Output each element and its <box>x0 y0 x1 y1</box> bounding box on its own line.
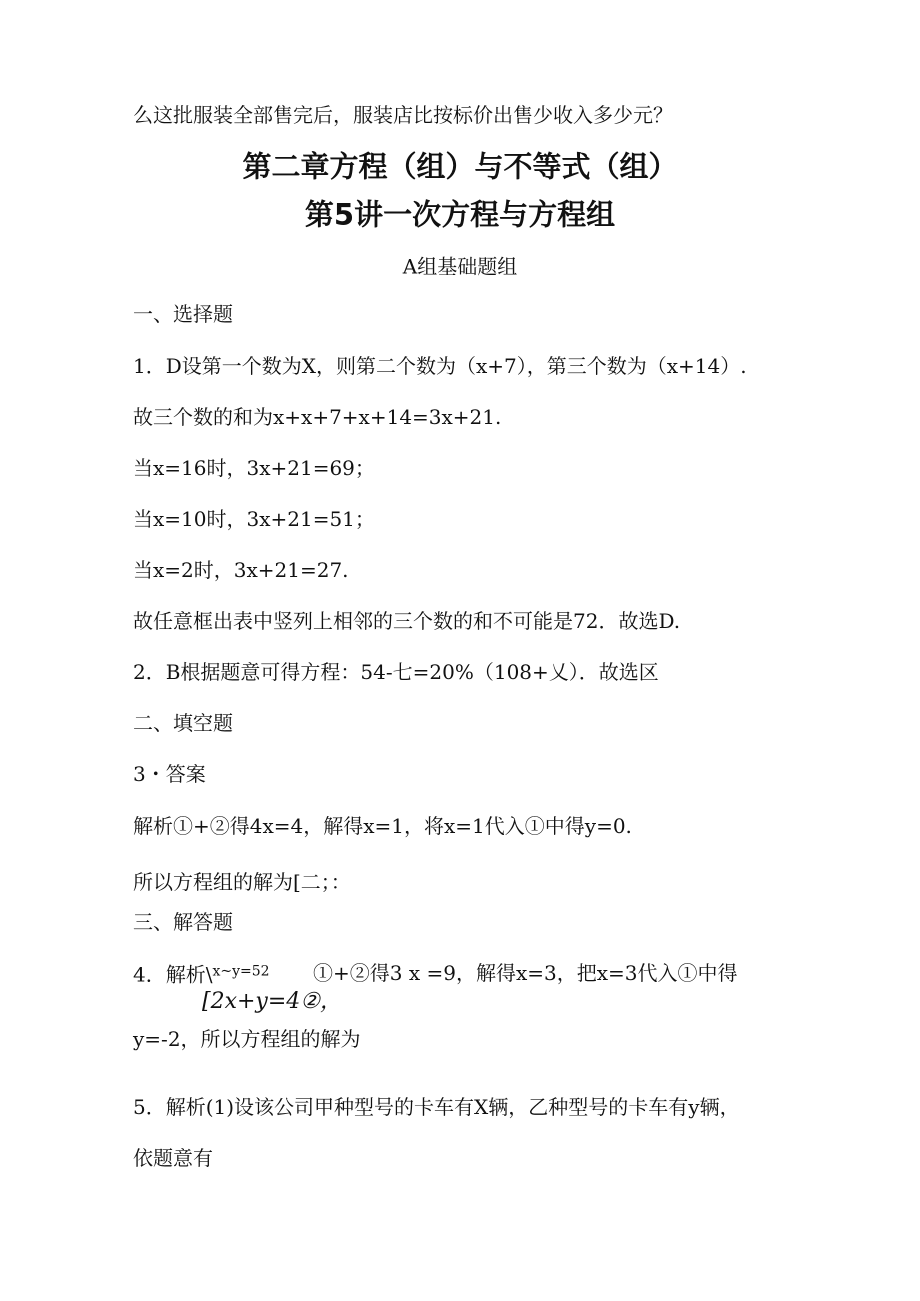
answer-line: 解析①+②得4x=4，解得x=1，将x=1代入①中得y=0. <box>133 814 632 838</box>
answer-line: 1．D设第一个数为X，则第二个数为（x+7），第三个数为（x+14）. <box>133 354 747 378</box>
q4-prefix: 4．解析\$^{x\sim y=52}$ <box>133 962 270 987</box>
answer-line: 所以方程组的解为[二；： <box>133 870 351 894</box>
answer-line: y=-2，所以方程组的解为 <box>133 1027 361 1051</box>
group-title: A组基础题组 <box>402 254 518 279</box>
answer-line: 2．B根据题意可得方程：54-七=20%（108+乂）．故选区 <box>133 660 659 684</box>
section-heading: 三、解答题 <box>133 910 233 934</box>
answer-line: 3・答案 <box>133 762 206 786</box>
answer-line: 故三个数的和为x+x+7+x+14=3x+21. <box>133 405 502 429</box>
section-heading: 一、选择题 <box>133 302 233 326</box>
answer-line: 当x=16时，3x+21=69； <box>133 456 375 480</box>
answer-line: 当x=2时，3x+21=27. <box>133 558 349 582</box>
answer-line: 5．解析(1)设该公司甲种型号的卡车有X辆，乙种型号的卡车有y辆， <box>133 1095 740 1119</box>
answer-line: 依题意有 <box>133 1146 213 1170</box>
answer-line: 当x=10时，3x+21=51； <box>133 507 375 531</box>
section-heading: 二、填空题 <box>133 711 233 735</box>
intro-line: 么这批服装全部售完后，服装店比按标价出售少收入多少元？ <box>133 103 673 127</box>
q4-eq2: [2x+y=4②， <box>202 989 343 1014</box>
chapter-title: 第二章方程（组）与不等式（组） <box>242 149 678 184</box>
q4-eq1: x~y=52 <box>212 963 270 980</box>
answer-line: 故任意框出表中竖列上相邻的三个数的和不可能是72．故选D. <box>133 609 681 633</box>
q4-rest: ①+②得3 x =9，解得x=3，把x=3代入①中得 <box>313 961 738 985</box>
lesson-title: 第5讲一次方程与方程组 <box>304 197 616 232</box>
